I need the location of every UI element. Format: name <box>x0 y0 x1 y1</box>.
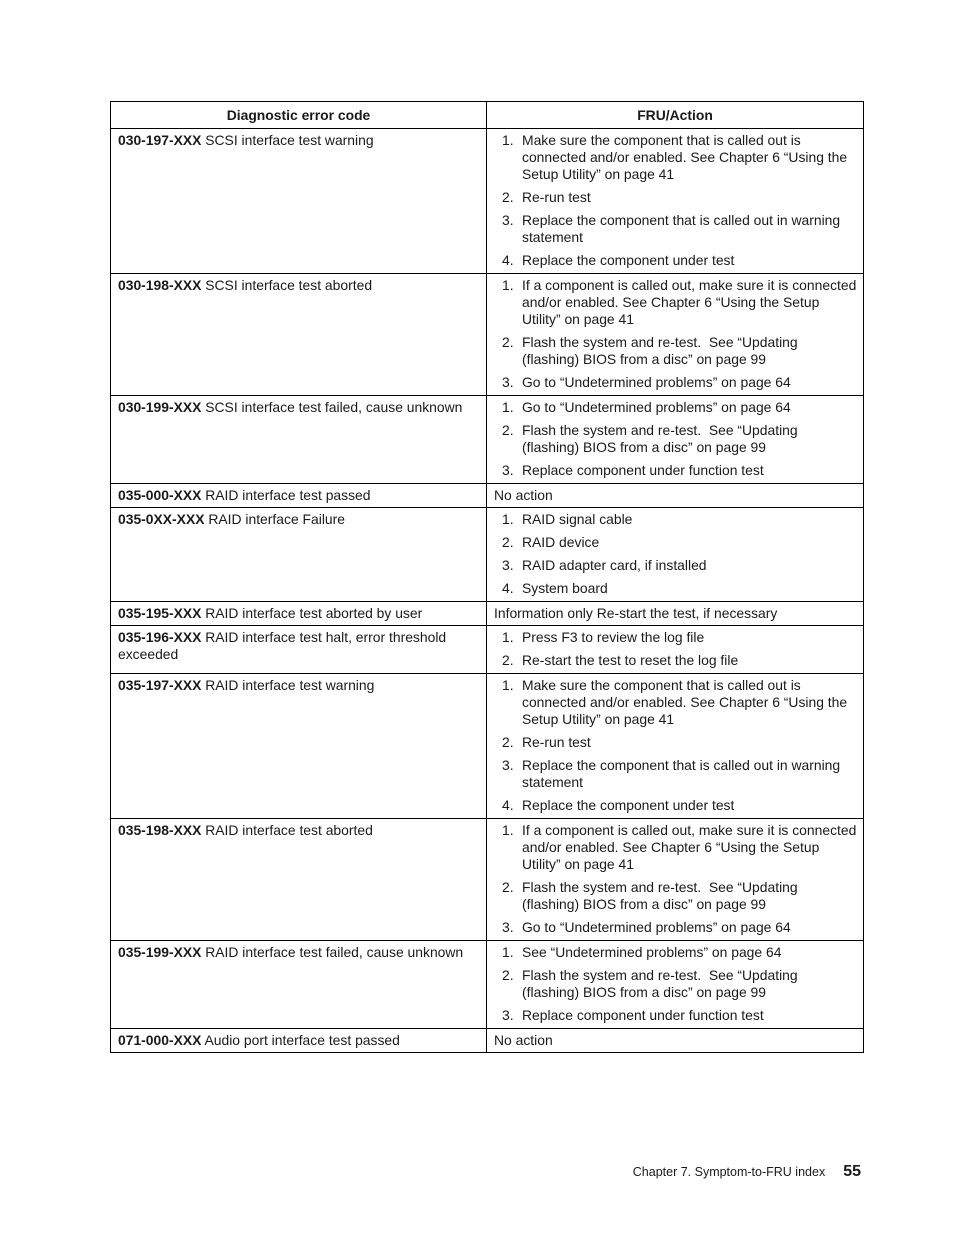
action-item <box>494 132 857 183</box>
table-row <box>111 819 864 941</box>
action-number: 3. <box>502 557 514 573</box>
fru-action-cell <box>487 129 864 274</box>
action-list <box>494 629 857 669</box>
error-code-cell <box>111 941 487 1029</box>
action-text: Flash the system and re-test. See “Updating (flashing) BIOS from a disc” on page 99 <box>522 967 802 1000</box>
action-item <box>494 374 857 391</box>
action-text: Press F3 to review the log file <box>522 629 705 645</box>
table-row <box>111 941 864 1029</box>
action-text: Go to “Undetermined problems” on page 64 <box>522 374 791 390</box>
action-number: 2. <box>502 334 514 350</box>
action-item <box>494 580 857 597</box>
action-item <box>494 252 857 269</box>
error-code-cell <box>111 674 487 819</box>
table-row <box>111 274 864 396</box>
page-footer <box>633 1163 861 1181</box>
table-row <box>111 674 864 819</box>
error-code: 030-199-XXX <box>118 399 202 415</box>
action-item <box>494 944 857 961</box>
action-item <box>494 422 857 456</box>
action-number: 3. <box>502 757 514 773</box>
error-description: RAID interface Failure <box>204 511 345 527</box>
fru-action-cell <box>487 626 864 674</box>
table-row <box>111 396 864 484</box>
action-item <box>494 511 857 528</box>
action-text: Flash the system and re-test. See “Updating (flashing) BIOS from a disc” on page 99 <box>522 879 802 912</box>
error-description: RAID interface test passed <box>201 487 371 503</box>
action-text: Replace the component under test <box>522 252 735 268</box>
action-number: 2. <box>502 652 514 668</box>
action-number: 1. <box>502 511 514 527</box>
action-list <box>494 822 861 936</box>
fru-action-cell <box>487 274 864 396</box>
action-number: 2. <box>502 422 514 438</box>
error-code: 030-197-XXX <box>118 132 202 148</box>
error-code: 035-198-XXX <box>118 822 202 838</box>
action-item <box>494 919 857 936</box>
action-item <box>494 277 861 328</box>
action-text: Replace the component that is called out in warning statement <box>522 757 844 790</box>
error-code: 035-000-XXX <box>118 487 202 503</box>
action-text: Flash the system and re-test. See “Updating (flashing) BIOS from a disc” on page 99 <box>522 334 802 367</box>
error-description: SCSI interface test aborted <box>201 277 373 293</box>
action-item <box>494 967 857 1001</box>
action-item <box>494 462 857 479</box>
action-item <box>494 677 857 728</box>
header-fru-action: FRU/Action <box>487 102 864 129</box>
error-code-cell <box>111 626 487 674</box>
table-row <box>111 484 864 508</box>
action-item <box>494 629 857 646</box>
action-item <box>494 534 857 551</box>
table-row <box>111 129 864 274</box>
action-number: 2. <box>502 734 514 750</box>
action-text: Flash the system and re-test. See “Updating (flashing) BIOS from a disc” on page 99 <box>522 422 802 455</box>
action-text: No action <box>494 487 553 503</box>
action-text: If a component is called out, make sure it is connected and/or enabled. See Chapter 6 “Using the Setup Utility” on page 41 <box>522 822 861 872</box>
table-row <box>111 1029 864 1053</box>
action-number: 1. <box>502 277 514 293</box>
error-code-cell <box>111 274 487 396</box>
action-number: 3. <box>502 919 514 935</box>
error-code: 071-000-XXX <box>118 1032 202 1048</box>
action-text: System board <box>522 580 608 596</box>
error-description: RAID interface test halt, error threshold exceeded <box>118 629 450 662</box>
action-list <box>494 399 857 479</box>
action-text: RAID adapter card, if installed <box>522 557 707 573</box>
fru-action-cell <box>487 941 864 1029</box>
diagnostic-error-table <box>110 101 864 1053</box>
fru-action-cell <box>487 396 864 484</box>
action-text: Information only Re-start the test, if necessary <box>494 605 778 621</box>
footer-chapter-title: Chapter 7. Symptom-to-FRU index <box>632 1165 826 1179</box>
action-number: 2. <box>502 967 514 983</box>
action-item <box>494 334 857 368</box>
action-text: RAID device <box>522 534 600 550</box>
error-description: SCSI interface test failed, cause unknown <box>201 399 463 415</box>
error-code-cell <box>111 396 487 484</box>
action-text: If a component is called out, make sure it is connected and/or enabled. See Chapter 6 “Using the Setup Utility” on page 41 <box>522 277 861 327</box>
action-text: Re-run test <box>522 189 591 205</box>
action-number: 3. <box>502 212 514 228</box>
error-description: SCSI interface test warning <box>201 132 374 148</box>
action-text: Go to “Undetermined problems” on page 64 <box>522 399 791 415</box>
action-text: Replace the component under test <box>522 797 735 813</box>
error-code-cell <box>111 129 487 274</box>
action-number: 1. <box>502 822 514 838</box>
action-text: Re-run test <box>522 734 591 750</box>
action-text: Make sure the component that is called out is connected and/or enabled. See Chapter 6 “Using the Setup Utility” on page 41 <box>522 677 851 727</box>
action-number: 3. <box>502 374 514 390</box>
action-item <box>494 189 857 206</box>
error-code-cell <box>111 819 487 941</box>
action-number: 1. <box>502 677 514 693</box>
header-diagnostic-error-code: Diagnostic error code <box>111 102 487 129</box>
action-text: No action <box>494 1032 553 1048</box>
action-text: Replace component under function test <box>522 462 764 478</box>
action-number: 4. <box>502 252 514 268</box>
error-code-cell <box>111 1029 487 1053</box>
action-item <box>494 557 857 574</box>
action-list <box>494 277 861 391</box>
action-item <box>494 212 857 246</box>
fru-action-cell <box>487 819 864 941</box>
action-number: 4. <box>502 580 514 596</box>
action-item <box>494 822 861 873</box>
action-item <box>494 1007 857 1024</box>
action-text: Make sure the component that is called out is connected and/or enabled. See Chapter 6 “Using the Setup Utility” on page 41 <box>522 132 851 182</box>
action-list <box>494 511 857 597</box>
error-description: Audio port interface test passed <box>201 1032 400 1048</box>
error-code-cell <box>111 602 487 626</box>
action-item <box>494 399 857 416</box>
action-list <box>494 677 857 814</box>
fru-action-cell <box>487 602 864 626</box>
error-description: RAID interface test failed, cause unknown <box>201 944 464 960</box>
error-description: RAID interface test warning <box>201 677 375 693</box>
error-code-cell <box>111 508 487 602</box>
table-row <box>111 508 864 602</box>
action-number: 3. <box>502 462 514 478</box>
page-number: 55 <box>843 1163 861 1180</box>
action-item <box>494 757 857 791</box>
action-number: 2. <box>502 534 514 550</box>
error-description: RAID interface test aborted by user <box>201 605 423 621</box>
action-number: 1. <box>502 629 514 645</box>
action-item <box>494 879 857 913</box>
action-text: Replace the component that is called out in warning statement <box>522 212 844 245</box>
action-number: 1. <box>502 399 514 415</box>
fru-action-cell <box>487 508 864 602</box>
error-code-cell <box>111 484 487 508</box>
action-number: 1. <box>502 132 514 148</box>
fru-action-cell <box>487 484 864 508</box>
action-item <box>494 797 857 814</box>
action-text: See “Undetermined problems” on page 64 <box>522 944 782 960</box>
error-code: 035-199-XXX <box>118 944 202 960</box>
action-text: Replace component under function test <box>522 1007 764 1023</box>
action-text: RAID signal cable <box>522 511 633 527</box>
error-code: 035-196-XXX <box>118 629 202 645</box>
error-code: 030-198-XXX <box>118 277 202 293</box>
fru-action-cell <box>487 1029 864 1053</box>
table-row <box>111 626 864 674</box>
action-number: 4. <box>502 797 514 813</box>
error-code: 035-195-XXX <box>118 605 202 621</box>
action-text: Re-start the test to reset the log file <box>522 652 739 668</box>
action-number: 2. <box>502 189 514 205</box>
error-code: 035-197-XXX <box>118 677 202 693</box>
action-list <box>494 944 857 1024</box>
fru-action-cell <box>487 674 864 819</box>
error-description: RAID interface test aborted <box>201 822 373 838</box>
action-list <box>494 132 857 269</box>
table-body <box>111 129 864 1053</box>
action-item <box>494 734 857 751</box>
action-text: Go to “Undetermined problems” on page 64 <box>522 919 791 935</box>
error-code: 035-0XX-XXX <box>118 511 205 527</box>
action-number: 3. <box>502 1007 514 1023</box>
action-number: 2. <box>502 879 514 895</box>
table-header-row <box>111 102 864 129</box>
table-row <box>111 602 864 626</box>
action-number: 1. <box>502 944 514 960</box>
action-item <box>494 652 857 669</box>
